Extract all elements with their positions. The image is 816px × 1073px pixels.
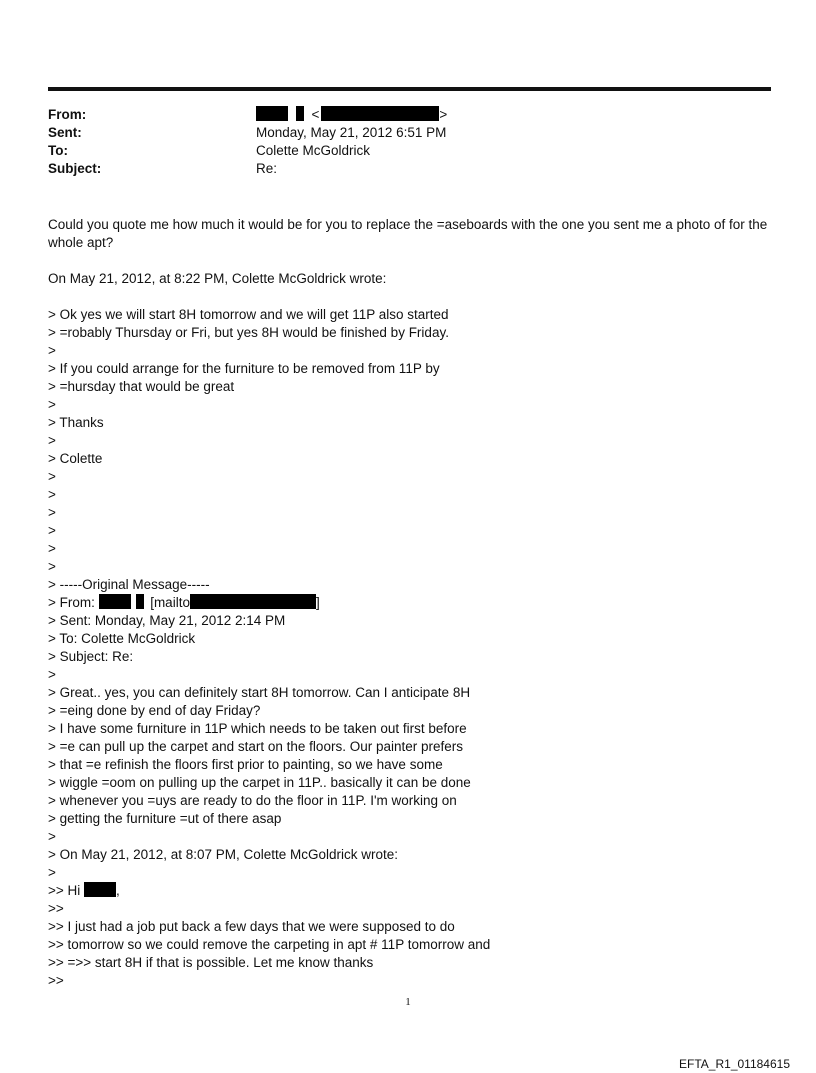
quoted-line: > (48, 559, 56, 574)
to-row (48, 142, 771, 160)
sent-label: Sent: (48, 125, 82, 140)
header-rule (48, 87, 771, 91)
from-value (256, 106, 771, 124)
quoted-line: > (48, 433, 56, 448)
subject-value: Re: (256, 161, 278, 176)
redaction-block (136, 594, 144, 609)
email-header (48, 106, 771, 178)
quoted-line: > Ok yes we will start 8H tomorrow and we will get 11P also started (48, 307, 449, 322)
quoted-line: > =eing done by end of day Friday? (48, 703, 261, 718)
quoted-line: > (48, 343, 56, 358)
quoted-line: > =hursday that would be great (48, 379, 235, 394)
page-number: 1 (405, 996, 411, 1008)
quoted-line: > that =e refinish the floors first prior to painting, so we have some (48, 757, 443, 772)
orig-from-prefix: > From: (48, 595, 95, 610)
orig-from-close: ] (315, 595, 320, 610)
quoted-line: > Subject: Re: (48, 649, 134, 664)
quoted-line: > whenever you =uys are ready to do the floor in 11P. I'm working on (48, 793, 457, 808)
sent-value: Monday, May 21, 2012 6:51 PM (256, 125, 447, 140)
quoted-line: >> tomorrow so we could remove the carpeting in apt # 11P tomorrow and (48, 937, 491, 952)
hi-prefix: >> Hi (48, 883, 81, 898)
sent-row (48, 124, 771, 142)
quoted-line: > I have some furniture in 11P which needs to be taken out first before (48, 721, 467, 736)
quoted-line: > getting the furniture =ut of there asap (48, 811, 282, 826)
quoted-line: > =robably Thursday or Fri, but yes 8H would be finished by Friday. (48, 325, 449, 340)
document-id: EFTA_R1_01184615 (679, 1057, 790, 1071)
subject-row (48, 160, 771, 178)
quoted-line: > (48, 505, 56, 520)
to-label: To: (48, 143, 68, 158)
quoted-line: > -----Original Message----- (48, 577, 210, 592)
hi-suffix: , (116, 883, 120, 898)
quoted-line: > On May 21, 2012, at 8:07 PM, Colette McGoldrick wrote: (48, 847, 399, 862)
redaction-block (99, 594, 131, 609)
quoted-line: > (48, 865, 56, 880)
quoted-line: > =e can pull up the carpet and start on the floors. Our painter prefers (48, 739, 463, 754)
quoted-line: > (48, 829, 56, 844)
reply-attribution: On May 21, 2012, at 8:22 PM, Colette McGoldrick wrote: (48, 271, 387, 286)
quoted-line: > To: Colette McGoldrick (48, 631, 196, 646)
quoted-line: > Colette (48, 451, 103, 466)
quoted-line: >> (48, 973, 64, 988)
redaction-block (296, 106, 304, 121)
to-value: Colette McGoldrick (256, 143, 371, 158)
redaction-block (321, 106, 439, 121)
redaction-block (256, 106, 288, 121)
from-gt: > (439, 107, 448, 122)
quoted-line: > If you could arrange for the furniture to be removed from 11P by (48, 361, 440, 376)
quoted-line: > (48, 541, 56, 556)
subject-label: Subject: (48, 161, 102, 176)
orig-from-line (48, 594, 771, 612)
from-row (48, 106, 771, 124)
quoted-line: > Great.. yes, you can definitely start 8H tomorrow. Can I anticipate 8H (48, 685, 471, 700)
quoted-thread (48, 306, 771, 990)
orig-from-mailto: [mailto (150, 595, 190, 610)
quoted-line: > Sent: Monday, May 21, 2012 2:14 PM (48, 613, 286, 628)
redaction-block (84, 882, 116, 897)
redaction-block (190, 594, 316, 609)
from-label: From: (48, 107, 87, 122)
quoted-line: > (48, 487, 56, 502)
quoted-line: >> =>> start 8H if that is possible. Let me know thanks (48, 955, 374, 970)
quoted-line: >> (48, 901, 64, 916)
quoted-line: > (48, 523, 56, 538)
quoted-line: > (48, 397, 56, 412)
from-lt: < (311, 107, 320, 122)
quoted-line: > wiggle =oom on pulling up the carpet in 11P.. basically it can be done (48, 775, 471, 790)
quoted-line: > (48, 667, 56, 682)
hi-line (48, 882, 771, 900)
quoted-line: >> I just had a job put back a few days that we were supposed to do (48, 919, 455, 934)
message-paragraph: Could you quote me how much it would be for you to replace the =aseboards with the one you sent me a photo of for the whole apt? (48, 217, 768, 250)
quoted-line: > (48, 469, 56, 484)
quoted-line: > Thanks (48, 415, 104, 430)
